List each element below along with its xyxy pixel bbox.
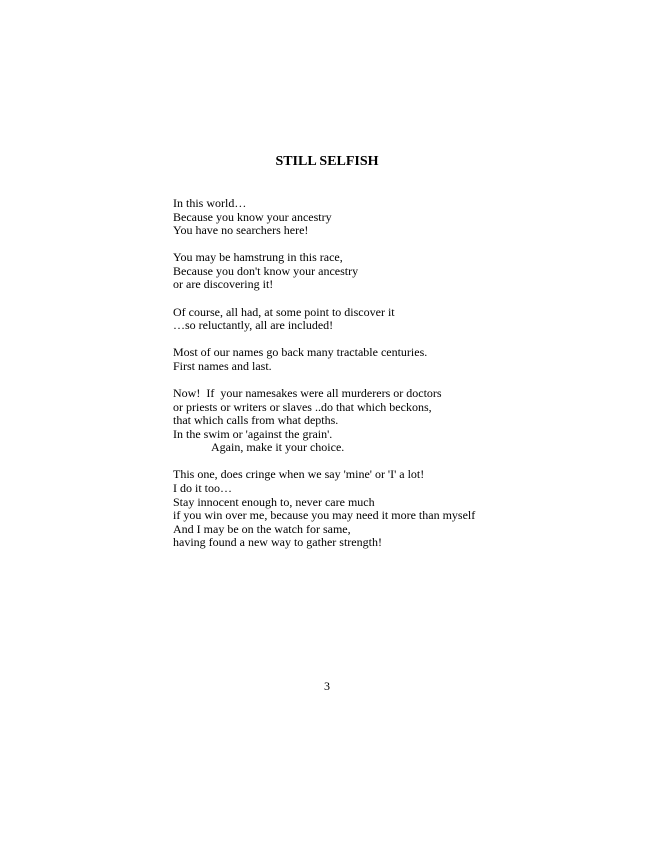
poem-line: You may be hamstrung in this race, [173, 250, 343, 265]
poem-line: Most of our names go back many tractable centuries. [173, 345, 428, 360]
stanza-3 [173, 306, 613, 333]
poem-title: STILL SELFISH [275, 154, 379, 169]
page-number: 3 [324, 679, 330, 693]
poem-line-indented: Again, make it your choice. [211, 440, 345, 455]
poem-line: …so reluctantly, all are included! [173, 318, 334, 333]
stanza-5 [173, 387, 613, 455]
poem-line: Of course, all had, at some point to discover it [173, 304, 395, 319]
poem-line: Because you know your ancestry [173, 209, 332, 224]
poem-line: or priests or writers or slaves ..do that which beckons, [173, 399, 432, 414]
poem-line: And I may be on the watch for same, [173, 521, 351, 536]
poem-body [173, 197, 613, 563]
poem-line: or are discovering it! [173, 277, 274, 292]
poem-line: if you win over me, because you may need it more than myself [173, 508, 476, 523]
poem-line: In the swim or 'against the grain'. [173, 426, 333, 441]
poem-line: In this world… [173, 196, 247, 210]
poem-line: This one, does cringe when we say 'mine' or 'I' a lot! [173, 467, 425, 482]
poem-line: First names and last. [173, 358, 272, 373]
poem-line: You have no searchers here! [173, 223, 309, 238]
poem-line: that which calls from what depths. [173, 413, 339, 428]
stanza-6 [173, 468, 613, 550]
poem-line: Now! If your namesakes were all murderers or doctors [173, 385, 442, 400]
poem-line: Stay innocent enough to, never care much [173, 494, 375, 509]
stanza-1 [173, 197, 613, 238]
poem-line: I do it too… [173, 481, 232, 495]
poem-line: having found a new way to gather strength! [173, 535, 382, 550]
stanza-2 [173, 251, 613, 292]
stanza-4 [173, 346, 613, 373]
poem-line: Because you don't know your ancestry [173, 263, 359, 278]
